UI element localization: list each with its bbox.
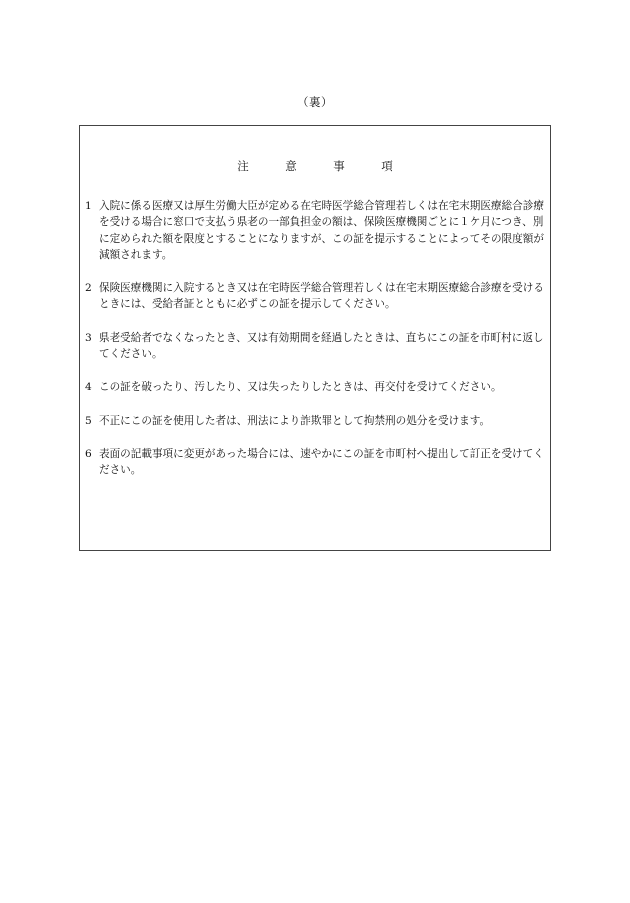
notice-title: [80, 158, 550, 174]
notice-item-text: この証を破ったり、汚したり、又は失ったりしたときは、再交付を受けてください。: [99, 381, 502, 394]
title-char: 事: [333, 159, 345, 173]
title-char: 注: [237, 159, 249, 173]
notice-item-text: 県老受給者でなくなったとき、又は有効期間を経過したときは、直ちにこの証を市町村に返してください。: [99, 331, 544, 361]
title-char: 意: [285, 159, 297, 173]
notice-item-number: 3: [85, 331, 92, 344]
notice-item: [85, 413, 551, 429]
notice-item-text: 不正にこの証を使用した者は、刑法により詐欺罪として拘禁刑の処分を受けます。: [99, 414, 491, 427]
notice-item-number: 6: [85, 447, 92, 460]
page-side-label: （裏）: [297, 95, 333, 109]
notice-item-text: 入院に係る医療又は厚生労働大臣が定める在宅時医学総合管理若しくは在宅末期医療総合診療を受ける場合に窓口で支払う県老の一部負担金の額は、保険医療機関ごとに１ケ月につき、別に定められた額を限度とすることになりますが、この証を提示することによってその限度額が減額されます。: [99, 200, 544, 261]
notice-item: [85, 198, 551, 263]
notice-item: [85, 379, 551, 395]
notice-item: [85, 446, 551, 479]
notice-item-number: 4: [85, 381, 92, 394]
notice-list: [85, 198, 551, 496]
notice-item: [85, 330, 551, 363]
notice-box: [79, 125, 551, 551]
notice-item-number: 5: [85, 414, 92, 427]
title-char: 項: [381, 159, 393, 173]
notice-item-number: 1: [85, 200, 92, 212]
notice-item-text: 保険医療機関に入院するとき又は在宅時医学総合管理若しくは在宅末期医療総合診療を受けるときには、受給者証とともに必ずこの証を提示してください。: [99, 282, 544, 311]
notice-item-number: 2: [85, 282, 92, 295]
notice-item: [85, 280, 551, 313]
notice-item-text: 表面の記載事項に変更があった場合には、速やかにこの証を市町村へ提出して訂正を受けてください。: [99, 447, 544, 477]
